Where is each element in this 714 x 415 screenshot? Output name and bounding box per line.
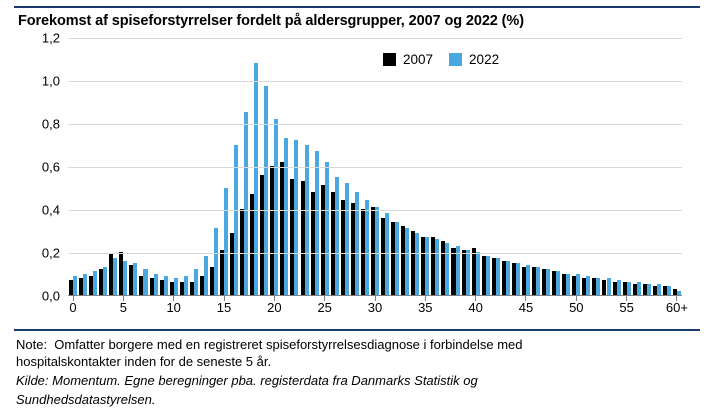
- y-axis-tick-label: 0,0: [41, 288, 60, 304]
- bar-2022: [476, 252, 480, 295]
- page-title: Forekomst af spiseforstyrrelser fordelt på aldersgrupper, 2007 og 2022 (%): [18, 13, 524, 29]
- bar-2022: [435, 239, 439, 295]
- bar-2022: [194, 269, 198, 295]
- top-divider: [14, 6, 700, 8]
- bar-2022: [224, 188, 228, 296]
- bar-2022: [123, 261, 127, 295]
- bar-2022: [315, 151, 319, 295]
- y-axis-labels: [18, 30, 64, 304]
- bar-2022: [284, 138, 288, 295]
- bar-2022: [395, 222, 399, 295]
- bar-2022: [214, 228, 218, 295]
- y-axis-tick-label: 1,0: [41, 73, 60, 89]
- bar-2022: [103, 267, 107, 295]
- bar-2022: [113, 258, 117, 295]
- gridline: [68, 124, 682, 125]
- bar-2022: [607, 278, 611, 295]
- gridline: [68, 210, 682, 211]
- bar-2022: [496, 258, 500, 295]
- y-axis-tick-label: 0,4: [41, 202, 60, 218]
- bar-2022: [657, 284, 661, 295]
- bar-2022: [546, 269, 550, 295]
- bar-2022: [133, 263, 137, 295]
- bar-2022: [204, 256, 208, 295]
- x-axis-tick-label: 15: [216, 300, 232, 315]
- gridline: [68, 81, 682, 82]
- bar-2022: [466, 250, 470, 295]
- bar-2022: [617, 280, 621, 295]
- x-axis-tick-label: 40: [468, 300, 483, 315]
- x-axis-tick-label: 45: [518, 300, 534, 315]
- bar-2022: [576, 274, 580, 296]
- bar-2022: [415, 233, 419, 295]
- x-axis-tick-label: 5: [119, 300, 127, 315]
- gridline: [68, 38, 682, 39]
- bar-2022: [345, 183, 349, 295]
- x-axis-tick-label: 35: [418, 300, 433, 315]
- y-axis-tick-label: 0,2: [41, 245, 60, 261]
- plot-area: [18, 30, 690, 322]
- bar-2022: [647, 284, 651, 295]
- bar-2022: [425, 237, 429, 295]
- bar-2022: [335, 177, 339, 295]
- source-line-2: Sundhedsdatastyrelsen.: [16, 392, 156, 408]
- bar-2022: [445, 243, 449, 295]
- bar-2022: [586, 276, 590, 295]
- bar-2022: [526, 265, 530, 295]
- legend-label-2007: 2007: [403, 52, 434, 67]
- gridline: [68, 167, 682, 168]
- bar-2022: [556, 271, 560, 295]
- bar-2022: [274, 119, 278, 295]
- note-line-1: Note: Omfatter borgere med en registreret spiseforstyrrelsesdiagnose i forbindelse med: [16, 337, 523, 352]
- bar-2022: [405, 228, 409, 295]
- note-line-2: hospitalskontakter inden for de seneste 5 år.: [16, 354, 272, 370]
- x-axis-tick-label: 60+: [665, 300, 688, 315]
- bar-2022: [566, 274, 570, 296]
- source-line-1: Kilde: Momentum. Egne beregninger pba. registerdata fra Danmarks Statistik og: [16, 373, 478, 389]
- x-axis-tick-label: 25: [317, 300, 332, 315]
- bar-2022: [83, 274, 87, 296]
- bar-2022: [516, 263, 520, 295]
- bar-2022: [93, 271, 97, 295]
- bar-2022: [365, 200, 369, 295]
- bar-2022: [385, 213, 389, 295]
- bar-2022: [596, 278, 600, 295]
- x-axis-tick-label: 20: [267, 300, 282, 315]
- bar-2022: [486, 256, 490, 295]
- gridline: [68, 253, 682, 254]
- x-axis-tick-label: 50: [569, 300, 584, 315]
- plot-grid: [68, 38, 682, 296]
- y-axis-tick-label: 1,2: [41, 30, 60, 46]
- y-axis-tick-label: 0,6: [41, 159, 60, 175]
- chart-notes: [16, 336, 698, 409]
- x-axis-tick-label: 0: [69, 300, 77, 315]
- bar-2022: [264, 86, 268, 295]
- bar-2022: [244, 112, 248, 295]
- x-axis-tick-label: 55: [619, 300, 634, 315]
- bar-2022: [627, 282, 631, 295]
- bar-2022: [506, 261, 510, 295]
- bar-2022: [164, 276, 168, 295]
- bar-2022: [355, 192, 359, 295]
- x-axis-tick-label: 30: [367, 300, 383, 315]
- bar-2022: [254, 63, 258, 295]
- bar-2022: [73, 276, 77, 295]
- x-axis-tick-label: 10: [166, 300, 181, 315]
- bar-2022: [174, 278, 178, 295]
- bar-2022: [154, 274, 158, 296]
- bar-2022: [637, 282, 641, 295]
- bar-2022: [184, 276, 188, 295]
- bar-2022: [325, 162, 329, 295]
- y-axis-tick-label: 0,8: [41, 116, 60, 132]
- bar-2022: [294, 140, 298, 295]
- bar-2022: [536, 267, 540, 295]
- bar-2022: [143, 269, 147, 295]
- bar-2022: [375, 207, 379, 295]
- legend-label-2022: 2022: [469, 52, 500, 67]
- bottom-divider: [14, 329, 700, 331]
